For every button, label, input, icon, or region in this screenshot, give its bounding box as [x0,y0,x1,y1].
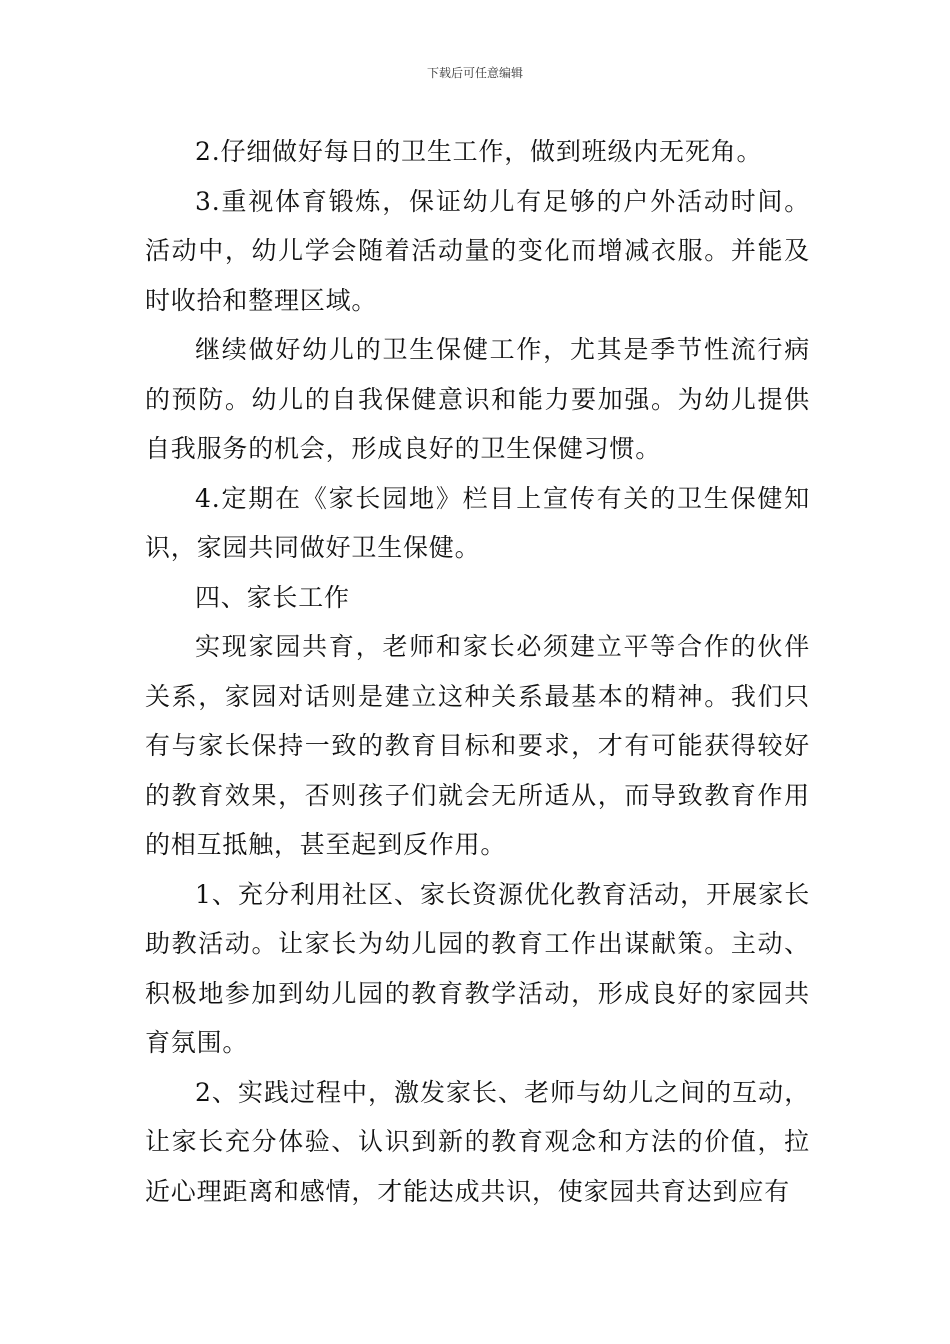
paragraph-health-care: 继续做好幼儿的卫生保健工作，尤其是季节性流行病的预防。幼儿的自我保健意识和能力要加强。为幼儿提供自我服务的机会，形成良好的卫生保健习惯。 [145,335,810,463]
paragraph-physical-exercise: 3.重视体育锻炼，保证幼儿有足够的户外活动时间。活动中，幼儿学会随着活动量的变化而增减衣服。并能及时收拾和整理区域。 [145,186,810,315]
section-heading-parent-work: 四、家长工作 [195,582,350,612]
paragraph-community-resources: 1、充分利用社区、家长资源优化教育活动，开展家长助教活动。让家长为幼儿园的教育工作出谋献策。主动、积极地参加到幼儿园的教育教学活动，形成良好的家园共育氛围。 [145,879,810,1057]
paragraph-home-school-cooperation: 实现家园共育，老师和家长必须建立平等合作的伙伴关系，家园对话则是建立这种关系最基本的精神。我们只有与家长保持一致的教育目标和要求，才有可能获得较好的教育效果，否则孩子们就会无所适从，而导致教育作用的相互抵触，甚至起到反作用。 [145,632,810,859]
paragraph-practice-interaction: 2、实践过程中，激发家长、老师与幼儿之间的互动，让家长充分体验、认识到新的教育观念和方法的价值，拉近心理距离和感情，才能达成共识，使家园共育达到应有 [145,1077,810,1206]
paragraph-parent-corner: 4.定期在《家长园地》栏目上宣传有关的卫生保健知识，家园共同做好卫生保健。 [145,483,810,562]
paragraph-hygiene-daily: 2.仔细做好每日的卫生工作，做到班级内无死角。 [195,137,763,166]
document-body [145,127,810,1216]
page-header: 下载后可任意编辑 [426,66,523,80]
